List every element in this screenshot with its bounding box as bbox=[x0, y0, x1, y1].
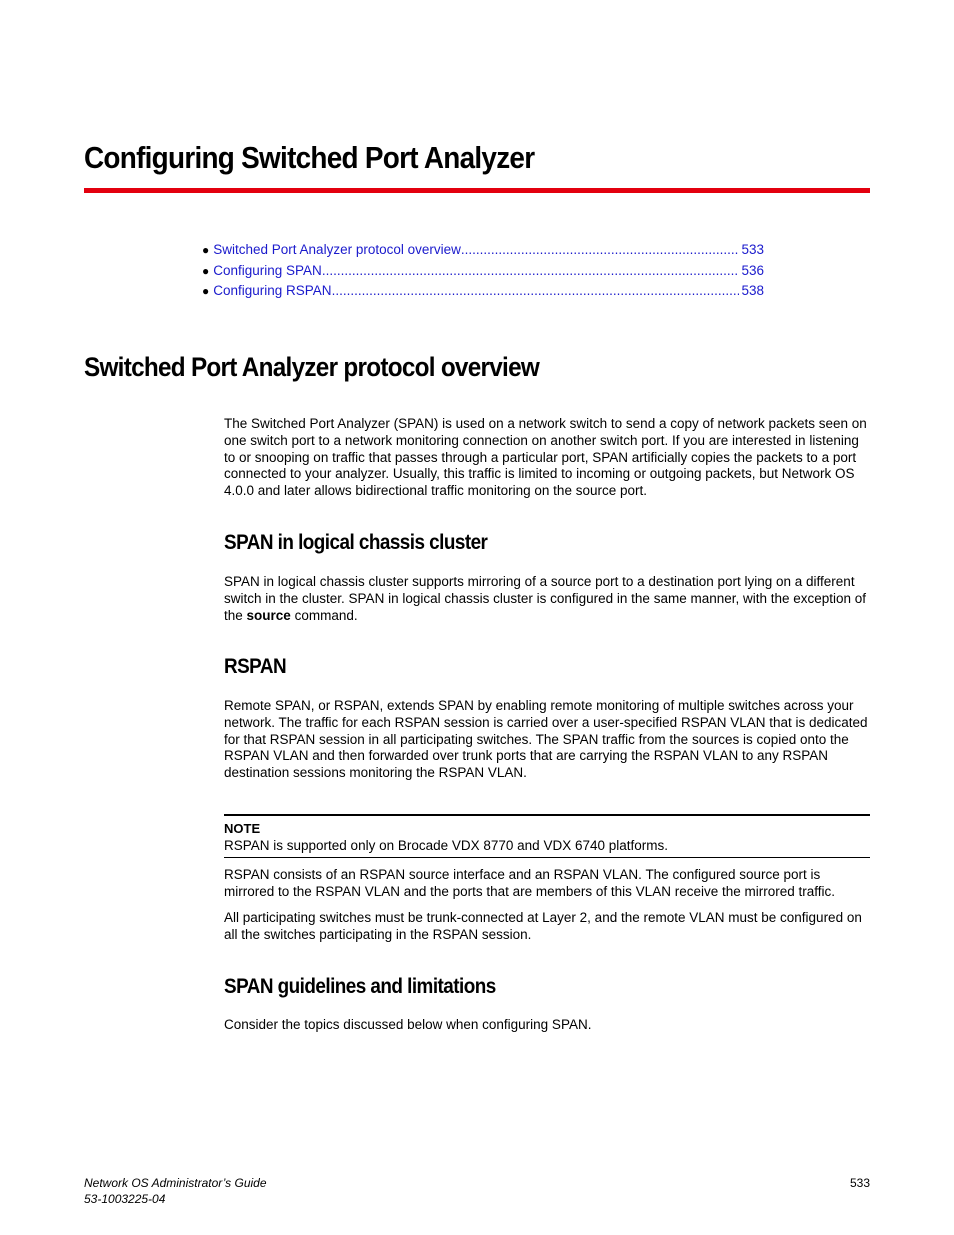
section-intro-paragraph: The Switched Port Analyzer (SPAN) is used on a network switch to send a copy of network packets seen on one switch port to a network monitoring connection on another switch port. If you are interested in listening to or snooping on traffic that passes through a particular port, SPAN artificially copies the packets to a port connected to your analyzer. Usually, this traffic is limited to incoming or outgoing packets, but Network OS 4.0.0 and later allows bidirectional traffic monitoring on the source port. bbox=[224, 416, 867, 499]
note-bottom-rule bbox=[224, 857, 870, 858]
footer-left bbox=[84, 1175, 267, 1207]
toc-entry-page[interactable]: 538 bbox=[741, 283, 764, 298]
bullet-icon: ● bbox=[202, 263, 210, 278]
span-lcc-text: SPAN in logical chassis cluster supports mirroring of a source port to a destination port lying on a different switch in the cluster. SPAN in logical chassis cluster is configured in the same manner, with the exception of the bbox=[224, 574, 867, 623]
span-lcc-paragraph bbox=[224, 574, 872, 624]
toc-leader-dots bbox=[332, 281, 740, 302]
footer-doc-title: Network OS Administrator’s Guide bbox=[84, 1176, 267, 1190]
subsection-heading-rspan: RSPAN bbox=[224, 655, 287, 678]
bullet-icon: ● bbox=[202, 284, 210, 298]
span-lcc-text-end: command. bbox=[290, 607, 358, 623]
rspan-paragraph: Remote SPAN, or RSPAN, extends SPAN by enabling remote monitoring of multiple switches across your network. The traffic for each RSPAN session is carried over a user-specified RSPAN VLAN that is dedicated for that RSPAN session in all participating switches. The SPAN traffic from the sources is copied onto the RSPAN VLAN and then forwarded over trunk ports that are carrying the RSPAN VLAN to any RSPAN destination sessions monitoring the RSPAN VLAN. bbox=[224, 698, 868, 781]
toc-entry-page[interactable]: 536 bbox=[741, 262, 764, 278]
mini-toc bbox=[202, 240, 764, 302]
toc-entry-label[interactable]: Configuring SPAN bbox=[213, 262, 322, 278]
chapter-title: Configuring Switched Port Analyzer bbox=[84, 140, 535, 175]
note-text: RSPAN is supported only on Brocade VDX 8770 and VDX 6740 platforms. bbox=[224, 838, 668, 853]
rspan-paragraph-2: RSPAN consists of an RSPAN source interface and an RSPAN VLAN. The configured source port is mirrored to the RSPAN VLAN and the ports that are members of this VLAN receive the mirrored traffic. bbox=[224, 867, 836, 899]
bullet-icon: ● bbox=[202, 243, 210, 257]
toc-entry[interactable] bbox=[202, 240, 764, 261]
toc-entry-page[interactable]: 533 bbox=[741, 242, 764, 257]
guidelines-paragraph: Consider the topics discussed below when configuring SPAN. bbox=[224, 1017, 592, 1032]
note-top-rule bbox=[224, 814, 870, 816]
command-keyword: source bbox=[246, 607, 291, 623]
toc-entry[interactable] bbox=[202, 261, 764, 282]
section-heading: Switched Port Analyzer protocol overview bbox=[84, 352, 540, 382]
chapter-title-rule bbox=[84, 188, 870, 193]
toc-entry[interactable] bbox=[202, 281, 764, 302]
footer-doc-number: 53-1003225-04 bbox=[84, 1192, 166, 1206]
toc-entry-label[interactable]: Switched Port Analyzer protocol overview bbox=[213, 242, 461, 257]
toc-entry-label[interactable]: Configuring RSPAN bbox=[213, 283, 332, 298]
note-label: NOTE bbox=[224, 821, 261, 836]
toc-leader-dots bbox=[461, 240, 740, 261]
rspan-paragraph-3: All participating switches must be trunk-connected at Layer 2, and the remote VLAN must be configured on all the switches participating in the RSPAN session. bbox=[224, 910, 862, 942]
footer-page-number: 533 bbox=[849, 1176, 870, 1190]
toc-leader-dots bbox=[322, 261, 740, 282]
subsection-heading-span-lcc: SPAN in logical chassis cluster bbox=[224, 531, 488, 554]
subsection-heading-guidelines: SPAN guidelines and limitations bbox=[224, 975, 496, 998]
